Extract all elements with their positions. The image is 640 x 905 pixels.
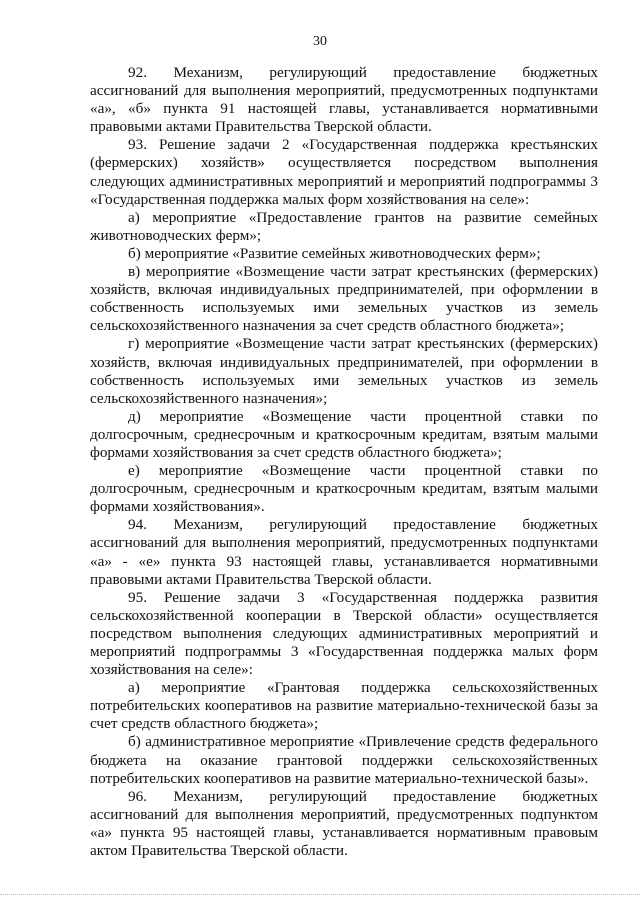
paragraph-92: 92. Механизм, регулирующий предоставление бюджетных ассигнований для выполнения мероприятий, предусмотренных подпунктами «а», «б» пункта 91 настоящей главы, устанавливается нормативными правовыми актами Правительства Тверской области. bbox=[90, 64, 598, 136]
paragraph-93: 93. Решение задачи 2 «Государственная поддержка крестьянских (фермерских) хозяйств» осуществляется посредством выполнения следующих административных мероприятий и мероприятий подпрограммы 3 «Государственная поддержка малых форм хозяйствования на селе»: bbox=[90, 136, 598, 208]
document-body bbox=[90, 64, 598, 860]
list-item-93-g: г) мероприятие «Возмещение части затрат крестьянских (фермерских) хозяйств, включая индивидуальных предпринимателей, при оформлении в собственность используемых ими земельных участков из земель сельскохозяйственного назначения»; bbox=[90, 335, 598, 407]
scan-bottom-edge bbox=[0, 894, 640, 895]
list-item-93-e: е) мероприятие «Возмещение части процентной ставки по долгосрочным, среднесрочным и краткосрочным кредитам, взятым малыми формами хозяйствования». bbox=[90, 462, 598, 516]
list-item-95-a: а) мероприятие «Грантовая поддержка сельскохозяйственных потребительских кооперативов на развитие материально-технической базы за счет средств областного бюджета»; bbox=[90, 679, 598, 733]
list-item-93-a: а) мероприятие «Предоставление грантов на развитие семейных животноводческих ферм»; bbox=[90, 208, 598, 244]
page-number: 30 bbox=[313, 34, 327, 49]
list-item-93-d: д) мероприятие «Возмещение части процентной ставки по долгосрочным, среднесрочным и краткосрочным кредитам, взятым малыми формами хозяйствования за счет средств областного бюджета»; bbox=[90, 407, 598, 461]
list-item-95-b: б) административное мероприятие «Привлечение средств федерального бюджета на оказание грантовой поддержки сельскохозяйственных потребительских кооперативов на развитие материально-технической базы». bbox=[90, 733, 598, 787]
list-item-93-b: б) мероприятие «Развитие семейных животноводческих ферм»; bbox=[128, 244, 541, 262]
paragraph-94: 94. Механизм, регулирующий предоставление бюджетных ассигнований для выполнения мероприятий, предусмотренных подпунктами «а» - «е» пункта 93 настоящей главы, устанавливается нормативными правовыми актами Правительства Тверской области. bbox=[90, 516, 598, 588]
paragraph-95: 95. Решение задачи 3 «Государственная поддержка развития сельскохозяйственной кооперации в Тверской области» осуществляется посредством выполнения следующих административных мероприятий и мероприятий подпрограммы 3 «Государственная поддержка малых форм хозяйствования на селе»: bbox=[90, 588, 598, 679]
paragraph-96: 96. Механизм, регулирующий предоставление бюджетных ассигнований для выполнения мероприятий, предусмотренных подпунктом «а» пункта 95 настоящей главы, устанавливается нормативным правовым актом Правительства Тверской области. bbox=[90, 787, 598, 860]
list-item-93-v: в) мероприятие «Возмещение части затрат крестьянских (фермерских) хозяйств, включая индивидуальных предпринимателей, при оформлении в собственность используемых ими земельных участков из земель сельскохозяйственного назначения за счет средств областного бюджета»; bbox=[90, 263, 598, 335]
